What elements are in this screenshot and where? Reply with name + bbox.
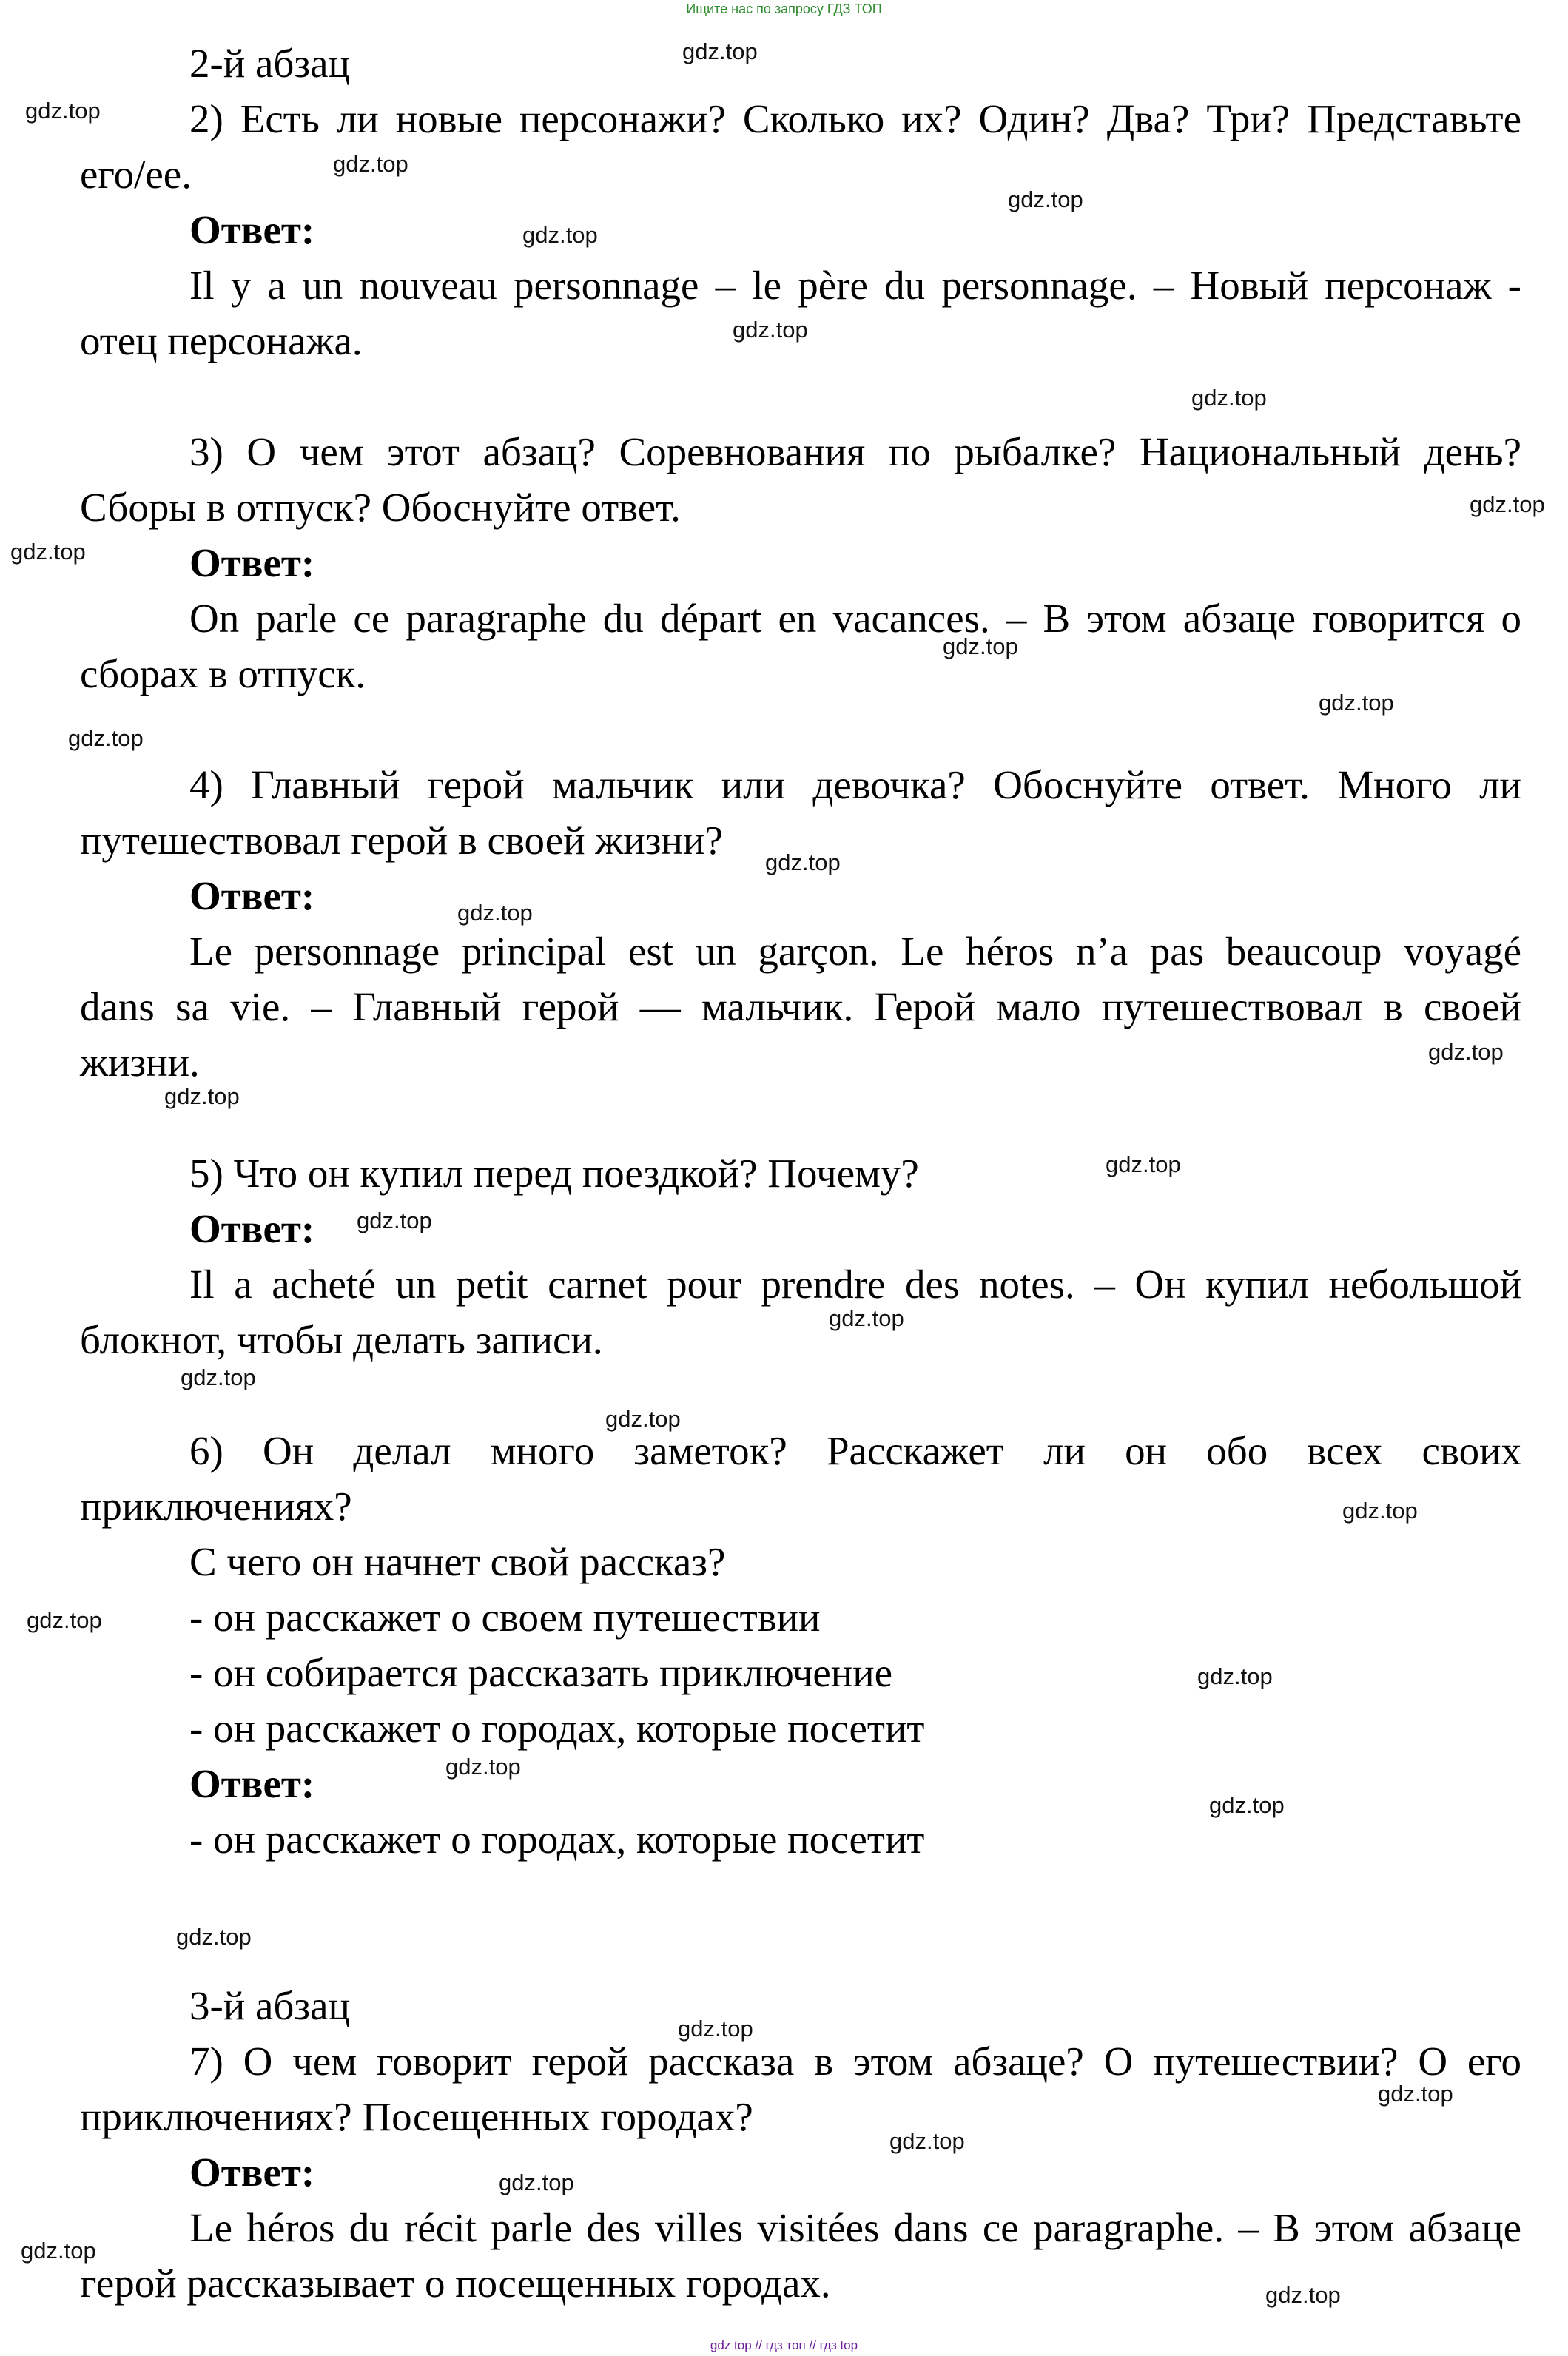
question-7-line-1: 7) О чем говорит герой рассказа в этом абзаце? О путешествии? О его: [189, 2039, 1521, 2084]
question-6-option-1: - он расскажет о своем путешествии: [189, 1595, 821, 1640]
watermark: gdz.top: [1197, 1663, 1273, 1689]
answer-2-line-2: отец персонажа.: [80, 318, 363, 363]
watermark: gdz.top: [943, 633, 1018, 659]
watermark: gdz.top: [1470, 491, 1545, 517]
question-6-line-2: приключениях?: [80, 1484, 352, 1529]
watermark: gdz.top: [1428, 1039, 1504, 1065]
watermark: gdz.top: [457, 900, 533, 926]
answer-4-line-3: жизни.: [80, 1040, 200, 1085]
question-6-option-2: - он собирается рассказать приключение: [189, 1650, 893, 1695]
answer-7-line-2: герой рассказывает о посещенных городах.: [80, 2261, 831, 2306]
watermark: gdz.top: [499, 2170, 574, 2195]
question-6-line-3: С чего он начнет свой рассказ?: [189, 1539, 726, 1584]
footer-notice: gdz top // гдз топ // гдз top: [710, 2338, 858, 2352]
watermark: gdz.top: [164, 1083, 240, 1109]
watermark: gdz.top: [1008, 186, 1083, 212]
watermark: gdz.top: [1191, 385, 1267, 411]
watermark: gdz.top: [1106, 1151, 1181, 1177]
watermark: gdz.top: [889, 2128, 965, 2154]
answer-label-5: Ответ:: [189, 1206, 315, 1251]
watermark: gdz.top: [10, 539, 86, 565]
answer-3-line-2: сборах в отпуск.: [80, 651, 366, 696]
answer-3-line-1: On parle ce paragraphe du départ en vacances. – В этом абзаце говорится о: [189, 596, 1521, 641]
answer-label-2: Ответ:: [189, 207, 315, 252]
watermark: gdz.top: [733, 317, 808, 343]
answer-6-line-1: - он расскажет о городах, которые посетит: [189, 1817, 925, 1862]
question-5-line-1: 5) Что он купил перед поездкой? Почему?: [189, 1151, 919, 1196]
watermark: gdz.top: [678, 2016, 753, 2042]
watermark: gdz.top: [25, 98, 101, 124]
answer-label-6: Ответ:: [189, 1761, 315, 1806]
paragraph-2-heading: 2-й абзац: [189, 41, 350, 86]
watermark: gdz.top: [333, 151, 408, 177]
watermark: gdz.top: [181, 1364, 256, 1390]
watermark: gdz.top: [765, 849, 841, 875]
watermark: gdz.top: [1265, 2282, 1341, 2308]
answer-5-line-1: Il a acheté un petit carnet pour prendre des notes. – Он купил небольшой: [189, 1262, 1521, 1307]
watermark: gdz.top: [357, 1208, 432, 1233]
paragraph-3-heading: 3-й абзац: [189, 1983, 350, 2028]
answer-5-line-2: блокнот, чтобы делать записи.: [80, 1317, 603, 1362]
watermark: gdz.top: [605, 1406, 681, 1432]
watermark: gdz.top: [1319, 690, 1394, 716]
watermark: gdz.top: [68, 725, 144, 751]
question-2-line-1: 2) Есть ли новые персонажи? Сколько их? Один? Два? Три? Представьте: [189, 96, 1521, 141]
answer-7-line-1: Le héros du récit parle des villes visitées dans ce paragraphe. – В этом абзаце: [189, 2205, 1521, 2250]
watermark: gdz.top: [1378, 2081, 1453, 2107]
watermark: gdz.top: [522, 222, 598, 248]
answer-2-line-1: Il y a un nouveau personnage – le père du personnage. – Новый персонаж -: [189, 263, 1521, 308]
watermark: gdz.top: [682, 38, 758, 64]
question-4-line-1: 4) Главный герой мальчик или девочка? Обоснуйте ответ. Много ли: [189, 762, 1521, 807]
question-3-line-1: 3) О чем этот абзац? Соревнования по рыбалке? Национальный день?: [189, 429, 1521, 474]
answer-4-line-2: dans sa vie. – Главный герой — мальчик. Герой мало путешествовал в своей: [80, 984, 1521, 1029]
question-3-line-2: Сборы в отпуск? Обоснуйте ответ.: [80, 485, 681, 530]
watermark: gdz.top: [176, 1924, 252, 1950]
watermark: gdz.top: [445, 1754, 521, 1780]
watermark: gdz.top: [1209, 1792, 1285, 1818]
watermark: gdz.top: [829, 1305, 904, 1331]
header-notice: Ищите нас по запросу ГДЗ ТОП: [686, 1, 882, 16]
answer-4-line-1: Le personnage principal est un garçon. Le héros n’a pas beaucoup voyagé: [189, 929, 1521, 974]
watermark: gdz.top: [1342, 1498, 1418, 1524]
question-7-line-2: приключениях? Посещенных городах?: [80, 2094, 753, 2139]
answer-label-4: Ответ:: [189, 873, 315, 918]
question-6-option-3: - он расскажет о городах, которые посетит: [189, 1706, 925, 1751]
question-4-line-2: путешествовал герой в своей жизни?: [80, 818, 723, 863]
answer-label-7: Ответ:: [189, 2150, 315, 2195]
question-2-line-2: его/ее.: [80, 152, 192, 197]
watermark: gdz.top: [21, 2238, 96, 2264]
question-6-line-1: 6) Он делал много заметок? Расскажет ли он обо всех своих: [189, 1428, 1521, 1473]
answer-label-3: Ответ:: [189, 540, 315, 585]
watermark: gdz.top: [27, 1607, 102, 1633]
